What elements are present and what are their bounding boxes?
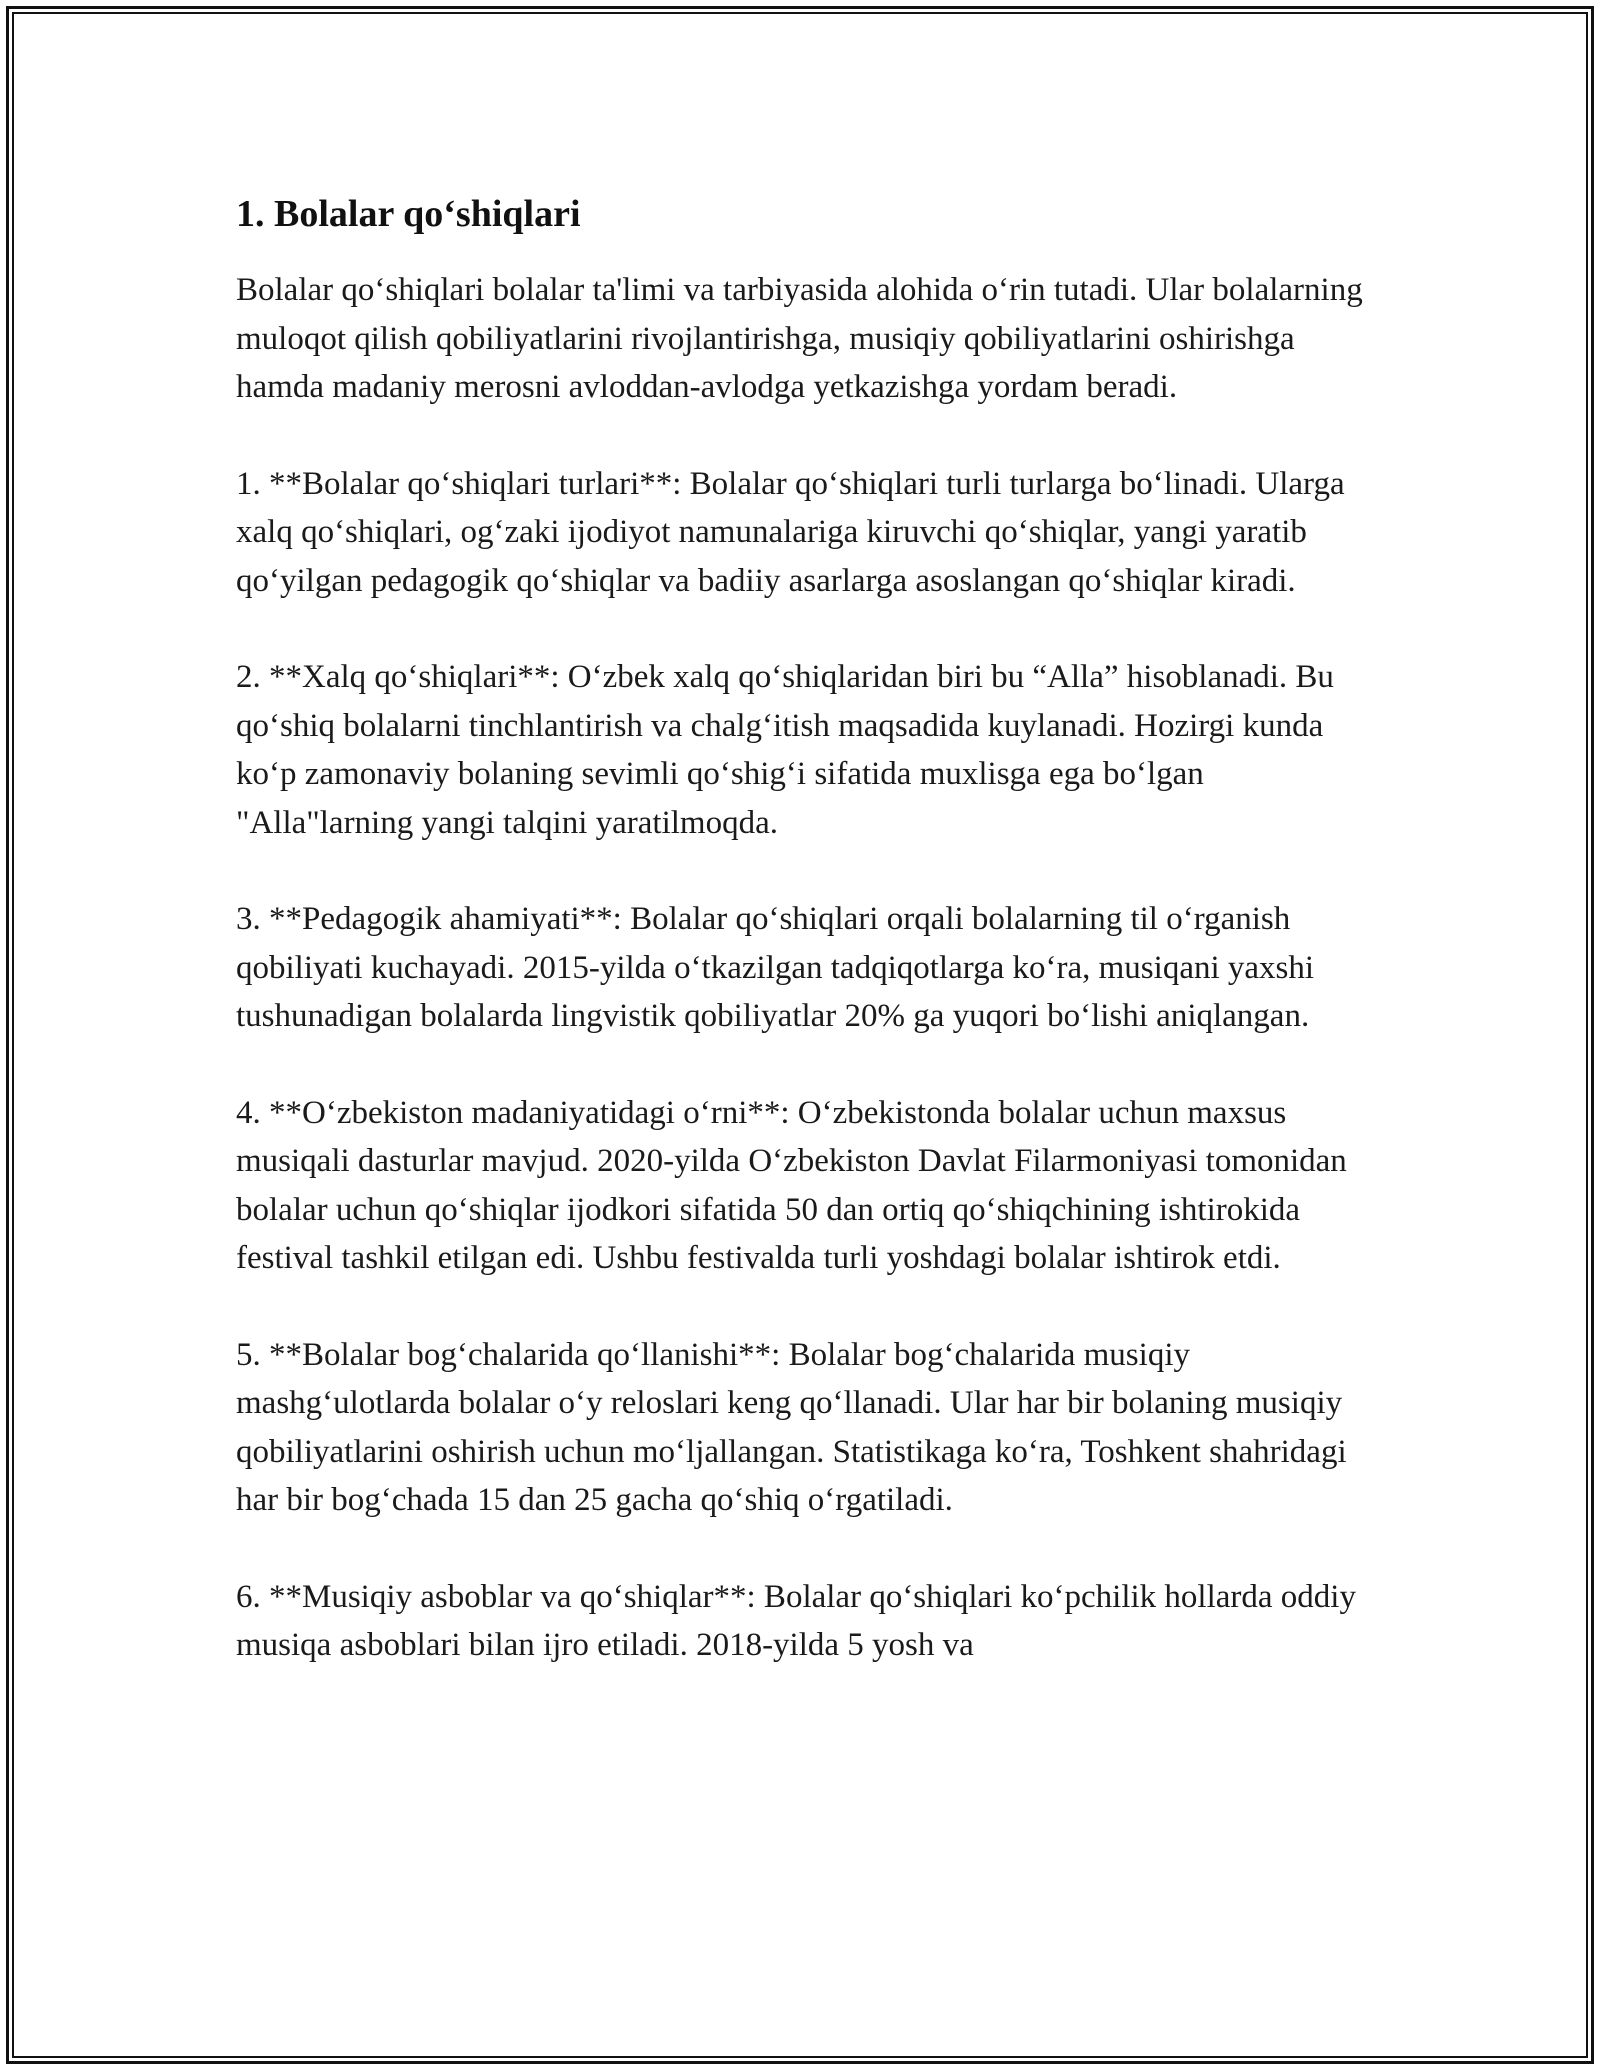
paragraph-instruments: 6. **Musiqiy asboblar va qo‘shiqlar**: Bolalar qo‘shiqlari ko‘pchilik hollarda oddiy musiqa asboblari bilan ijro etiladi. 2018-yilda 5 yosh va — [236, 1578, 1356, 1663]
section-heading: 1. Bolalar qo‘shiqlari — [236, 193, 581, 235]
paragraph-pedagogical-importance: 3. **Pedagogik ahamiyati**: Bolalar qo‘shiqlari orqali bolalarning til o‘rganish qobiliyati kuchayadi. 2015-yilda o‘tkazilgan tadqiqotlarga ko‘ra, musiqani yaxshi tushunadigan bolalarda lingvistik qobiliyatlar 20% ga yuqori bo‘lishi aniqlangan. — [236, 901, 1315, 1034]
document-body — [236, 186, 1376, 1718]
paragraph-folk-songs: 2. **Xalq qo‘shiqlari**: O‘zbek xalq qo‘shiqlaridan biri bu “Alla” hisoblanadi. Bu qo‘shiq bolalarni tinchlantirish va chalg‘itish maqsadida kuylanadi. Hozirgi kunda ko‘p zamonaviy bolaning sevimli qo‘shig‘i sifatida muxlisga ega bo‘lgan "Alla"larning yangi talqini yaratilmoqda. — [236, 659, 1334, 841]
paragraph-uzbek-culture: 4. **O‘zbekiston madaniyatidagi o‘rni**: O‘zbekistonda bolalar uchun maxsus musiqali dasturlar mavjud. 2020-yilda O‘zbekiston Davlat Filarmoniyasi tomonidan bolalar uchun qo‘shiqlar ijodkori sifatida 50 dan ortiq qo‘shiqchining ishtirokida festival tashkil etilgan edi. Ushbu festivalda turli yoshdagi bolalar ishtirok etdi. — [236, 1094, 1347, 1276]
paragraph-song-types: 1. **Bolalar qo‘shiqlari turlari**: Bolalar qo‘shiqlari turli turlarga bo‘linadi. Ularga xalq qo‘shiqlari, og‘zaki ijodiyot namunalariga kiruvchi qo‘shiqlar, yangi yaratib qo‘yilgan pedagogik qo‘shiqlar va badiiy asarlarga asoslangan qo‘shiqlar kiradi. — [236, 465, 1345, 599]
paragraph-kindergartens: 5. **Bolalar bog‘chalarida qo‘llanishi**: Bolalar bog‘chalarida musiqiy mashg‘ulotlarda bolalar o‘y reloslari keng qo‘llanadi. Ular har bir bolaning musiqiy qobiliyatlarini oshirish uchun mo‘ljallangan. Statistikaga ko‘ra, Toshkent shahridagi har bir bog‘chada 15 dan 25 gacha qo‘shiq o‘rgatiladi. — [236, 1336, 1347, 1518]
intro-paragraph: Bolalar qo‘shiqlari bolalar ta'limi va tarbiyasida alohida o‘rin tutadi. Ular bolalarning muloqot qilish qobiliyatlarini rivojlantirishga, musiqiy qobiliyatlarini oshirishga hamda madaniy merosni avloddan-avlodga yetkazishga yordam beradi. — [236, 272, 1363, 405]
